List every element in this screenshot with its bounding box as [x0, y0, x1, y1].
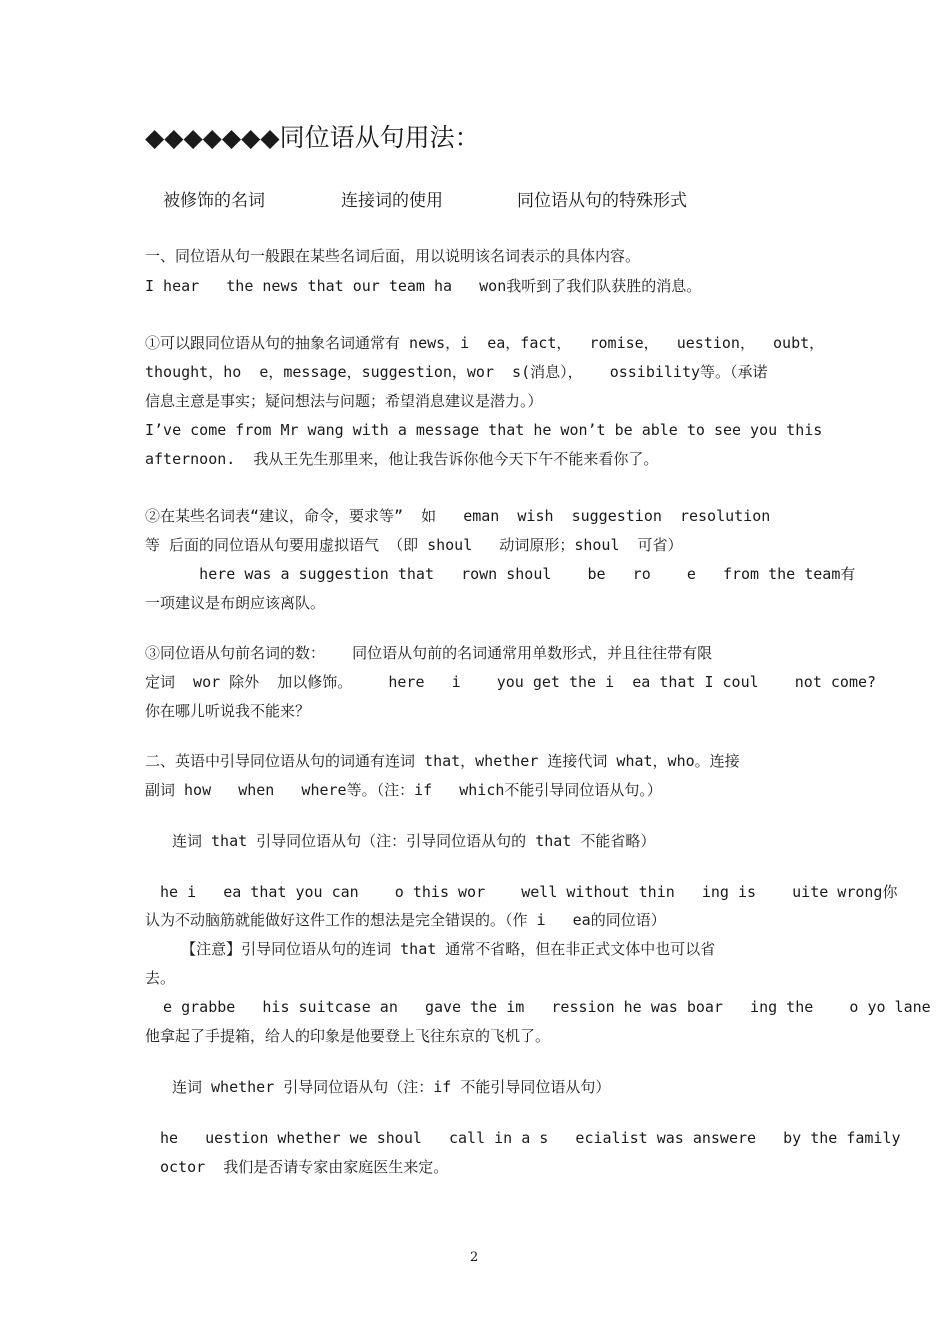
- text-line: e grabbe his suitcase an gave the im ression he was boar ing the o yo lane: [145, 998, 931, 1016]
- text-line: 等 后面的同位语从句要用虚拟语气 （即 shoul 动词原形；shoul 可省）: [145, 536, 683, 554]
- subheading-whether: 连词 whether 引导同位语从句（注：if 不能引导同位语从句）: [172, 1078, 611, 1096]
- text-line: I’ve come from Mr wang with a message that he won’t be able to see you this: [145, 421, 823, 439]
- text-line: 【注意】引导同位语从句的连词 that 通常不省略，但在非正式文体中也可以省: [145, 940, 716, 958]
- text-line: 一项建议是布朗应该离队。: [145, 594, 326, 612]
- heading-connectives: 连接词的使用: [341, 191, 443, 211]
- text-line: I hear the news that our team ha won我听到了我们队获胜的消息。: [145, 277, 702, 295]
- page-number: 2: [470, 1250, 479, 1265]
- text-line: 你在哪儿听说我不能来？: [145, 702, 311, 720]
- text-line: thought，ho e，message，suggestion，wor s(消息）， ossibility等。（承诺: [145, 363, 768, 381]
- text-line: octor 我们是否请专家由家庭医生来定。: [160, 1158, 449, 1176]
- text-line: 副词 how when where等。（注：if which不能引导同位语从句。）: [145, 781, 662, 799]
- text-line: 信息主意是事实；疑问想法与问题；希望消息建议是潜力。）: [145, 392, 543, 410]
- text-line: he i ea that you can o this wor well without thin ing is uite wrong你: [160, 883, 898, 901]
- page-title: ◆◆◆◆◆◆◆同位语从句用法：: [145, 123, 480, 152]
- heading-modified-noun: 被修饰的名词: [163, 191, 265, 211]
- text-line: 定词 wor 除外 加以修饰。 here i you get the i ea that I coul not come?: [145, 673, 877, 691]
- subheading-that: 连词 that 引导同位语从句（注：引导同位语从句的 that 不能省略）: [172, 832, 656, 850]
- text-line: 二、英语中引导同位语从句的词通有连词 that，whether 连接代词 what，who。连接: [145, 752, 740, 770]
- text-line: here was a suggestion that rown shoul be ro e from the team有: [145, 565, 856, 583]
- text-line: 认为不动脑筋就能做好这件工作的想法是完全错误的。（作 i ea的同位语）: [145, 911, 666, 929]
- text-line: ①可以跟同位语从句的抽象名词通常有 news，i ea，fact， romise， uestion， oubt，: [145, 334, 825, 352]
- text-line: 去。: [145, 969, 176, 987]
- text-line: ③同位语从句前名词的数： 同位语从句前的名词通常用单数形式，并且往往带有限: [145, 644, 713, 662]
- heading-special-forms: 同位语从句的特殊形式: [517, 191, 687, 211]
- text-line: he uestion whether we shoul call in a s ecialist was answere by the family: [160, 1129, 901, 1147]
- text-line: 他拿起了手提箱，给人的印象是他要登上飞往东京的飞机了。: [145, 1027, 551, 1045]
- text-line: 一、同位语从句一般跟在某些名词后面，用以说明该名词表示的具体内容。: [145, 247, 641, 265]
- text-line: afternoon. 我从王先生那里来，他让我告诉你他今天下午不能来看你了。: [145, 450, 659, 468]
- text-line: ②在某些名词表“建议，命令，要求等” 如 eman wish suggestion resolution: [145, 507, 771, 525]
